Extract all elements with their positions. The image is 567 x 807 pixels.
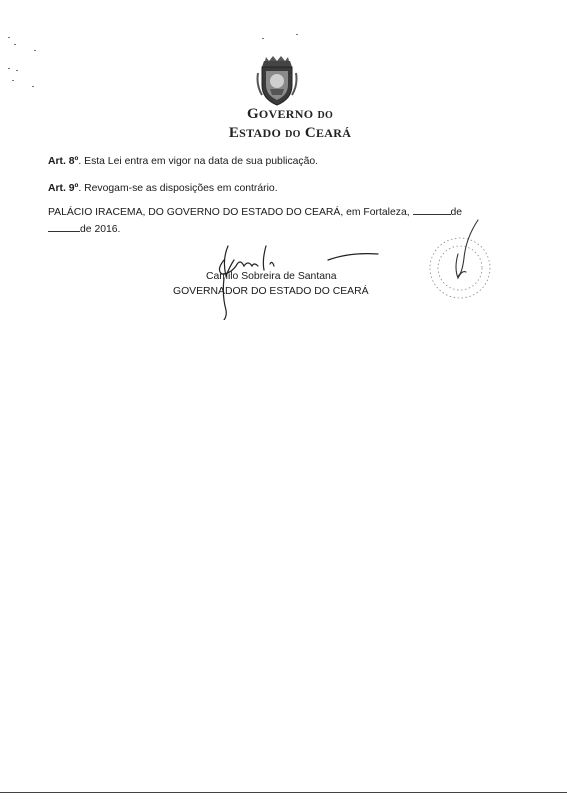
letterhead-cap-c: C xyxy=(304,125,316,141)
article-9 xyxy=(48,182,278,195)
closing-line-2 xyxy=(48,222,120,236)
letterhead xyxy=(160,106,420,144)
closing-de: de xyxy=(450,207,463,218)
official-seal-stamp xyxy=(420,218,500,318)
letterhead-do-1: DO xyxy=(317,110,334,121)
letterhead-governo: OVERNO xyxy=(258,107,314,121)
letterhead-ceara: EARÁ xyxy=(315,126,352,140)
letterhead-cap-g: G xyxy=(246,106,259,122)
month-blank xyxy=(48,222,80,232)
day-blank xyxy=(413,205,451,215)
article-8-text: . Esta Lei entra em vigor na data de sua publicação. xyxy=(78,156,319,167)
article-9-text: . Revogam-se as disposições em contrário. xyxy=(78,183,278,194)
letterhead-cap-e: E xyxy=(228,125,240,141)
article-8 xyxy=(48,155,318,168)
closing-line-1 xyxy=(48,205,462,219)
signatory-name: Camilo Sobreira de Santana xyxy=(206,271,337,282)
state-coat-of-arms-icon xyxy=(256,55,298,107)
article-9-label: Art. 9º xyxy=(48,183,79,194)
closing-place: PALÁCIO IRACEMA, DO GOVERNO DO ESTADO DO CEARÁ, em Fortaleza, xyxy=(48,207,410,218)
article-8-label: Art. 8º xyxy=(48,156,79,167)
letterhead-line-2 xyxy=(160,124,420,144)
page-bottom-rule xyxy=(0,792,567,793)
closing-year: de 2016. xyxy=(80,224,121,235)
letterhead-do-2: DO xyxy=(285,129,301,140)
signatory-title: GOVERNADOR DO ESTADO DO CEARÁ xyxy=(173,286,369,297)
letterhead-line-1 xyxy=(160,106,420,124)
letterhead-estado: STADO xyxy=(239,126,282,140)
